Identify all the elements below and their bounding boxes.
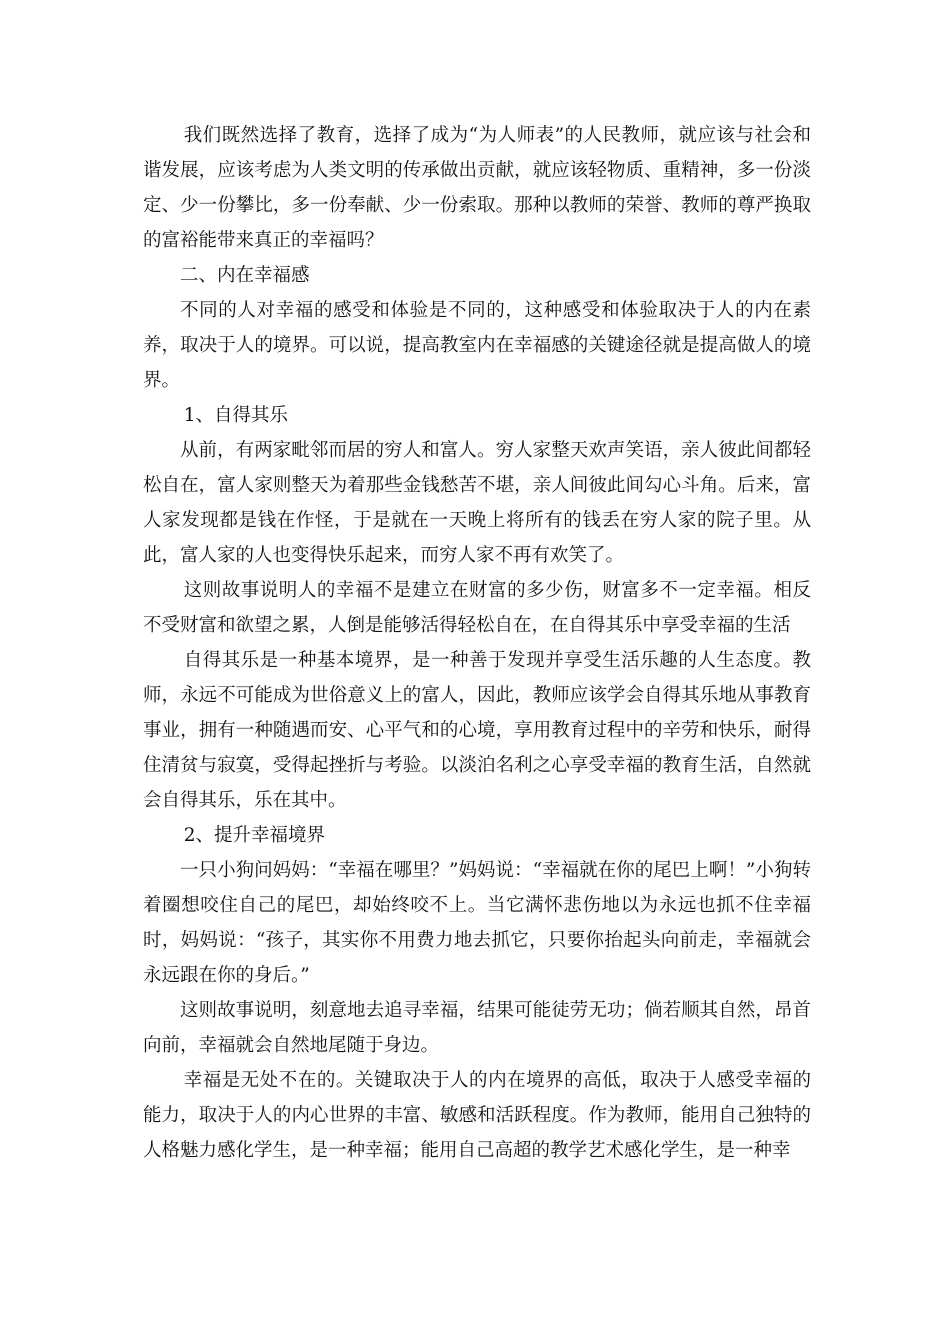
paragraph-self-content-realm: 自得其乐是一种基本境界，是一种善于发现并享受生活乐趣的人生态度。教师，永远不可能成为世俗意义上的富人，因此，教师应该学会自得其乐地从事教育事业，拥有一种随遇而安、心平气和的心境，享用教育过程中的辛劳和快乐，耐得住清贫与寂寞，受得起挫折与考验。以淡泊名利之心享受幸福的教育生活，自然就会自得其乐，乐在其中。 bbox=[143, 650, 811, 811]
subsection-heading-self-content: 1、自得其乐 bbox=[183, 405, 288, 426]
paragraph-story-meaning: 这则故事说明人的幸福不是建立在财富的多少伤，财富多不一定幸福。相反不受财富和欲望之累，人倒是能够活得轻松自在，在自得其乐中享受幸福的生活 bbox=[143, 580, 811, 636]
paragraph-happiness-everywhere: 幸福是无处不在的。关键取决于人的内在境界的高低，取决于人感受幸福的能力，取决于人的内心世界的丰富、敏感和活跃程度。作为教师，能用自己独特的人格魅力感化学生，是一种幸福；能用自己高超的教学艺术感化学生，是一种幸 bbox=[143, 1070, 811, 1161]
paragraph-inner-happiness: 不同的人对幸福的感受和体验是不同的，这种感受和体验取决于人的内在素养，取决于人的境界。可以说，提高教室内在幸福感的关键途径就是提高做人的境界。 bbox=[143, 300, 811, 391]
document-body bbox=[143, 118, 811, 1168]
paragraph-education-choice: 我们既然选择了教育，选择了成为“为人师表”的人民教师，就应该与社会和谐发展，应该考虑为人类文明的传承做出贡献，就应该轻物质、重精神，多一份淡定、少一份攀比，多一份奉献、少一份索取。那种以教师的荣誉、教师的尊严换取的富裕能带来真正的幸福吗？ bbox=[143, 125, 811, 251]
paragraph-puppy-meaning: 这则故事说明，刻意地去追寻幸福，结果可能徒劳无功；倘若顺其自然，昂首向前，幸福就会自然地尾随于身边。 bbox=[143, 1000, 811, 1056]
paragraph-rich-poor-story: 从前，有两家毗邻而居的穷人和富人。穷人家整天欢声笑语，亲人彼此间都轻松自在，富人家则整天为着那些金钱愁苦不堪，亲人间彼此间勾心斗角。后来，富人家发现都是钱在作怪，于是就在一天晚上将所有的钱丢在穷人家的院子里。从此，富人家的人也变得快乐起来，而穷人家不再有欢笑了。 bbox=[143, 440, 811, 566]
subsection-heading-raise-realm: 2、提升幸福境界 bbox=[183, 825, 325, 846]
paragraph-puppy-story: 一只小狗问妈妈：“幸福在哪里？”妈妈说：“幸福就在你的尾巴上啊！”小狗转着圈想咬住自己的尾巴，却始终咬不上。当它满怀悲伤地以为永远也抓不住幸福时，妈妈说：“孩子，其实你不用费力地去抓它，只要你抬起头向前走，幸福就会永远跟在你的身后。” bbox=[143, 860, 811, 986]
section-heading-inner-happiness: 二、内在幸福感 bbox=[180, 265, 310, 286]
